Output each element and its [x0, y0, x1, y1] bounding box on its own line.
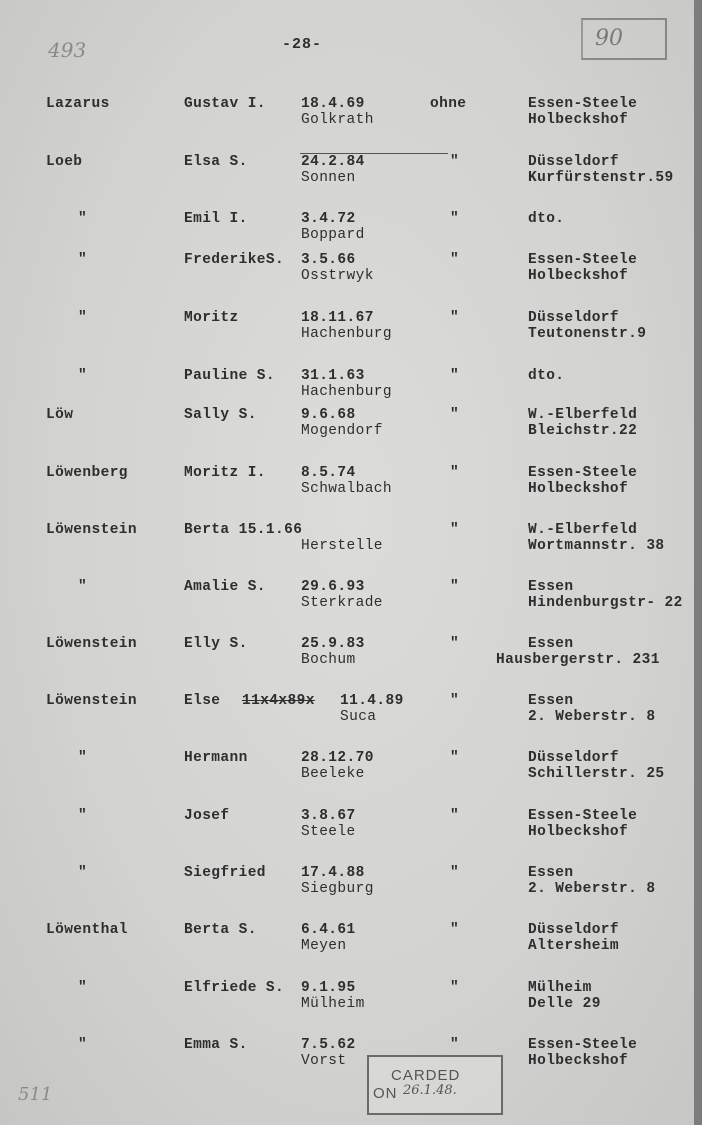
city-cell: W.-Elberfeld — [528, 522, 638, 538]
record-row — [0, 252, 702, 302]
mark-cell: " — [450, 154, 460, 170]
mark-cell: " — [450, 310, 460, 326]
city-cell: Essen — [528, 865, 574, 881]
mark-cell: " — [450, 750, 460, 766]
address-cell: 2. Weberstr. 8 — [528, 881, 656, 897]
record-row — [0, 865, 702, 915]
surname-cell: " — [78, 579, 88, 595]
given-name-cell: Elsa S. — [184, 154, 248, 170]
birthplace-cell: Beeleke — [301, 766, 365, 782]
mark-cell: ohne — [430, 96, 467, 112]
city-cell: Düsseldorf — [528, 310, 620, 326]
given-name-cell: Siegfried — [184, 865, 266, 881]
stamp-on: ON — [373, 1085, 398, 1102]
given-name-cell: Moritz — [184, 310, 239, 326]
record-row — [0, 522, 702, 572]
surname-cell: " — [78, 310, 88, 326]
address-cell: 2. Weberstr. 8 — [528, 709, 656, 725]
birthplace-cell: Bochum — [301, 652, 356, 668]
address-cell: Delle 29 — [528, 996, 601, 1012]
surname-cell: Lazarus — [46, 96, 110, 112]
mark-cell: " — [450, 522, 460, 538]
birthplace-cell: Meyen — [301, 938, 347, 954]
address-cell: Hausbergerstr. 231 — [496, 652, 660, 668]
birth-date-cell: 3.5.66 — [301, 252, 356, 268]
city-cell: Düsseldorf — [528, 922, 620, 938]
given-name-cell: Elfriede S. — [184, 980, 285, 996]
address-cell: Holbeckshof — [528, 481, 629, 497]
given-name-cell: Else — [184, 693, 221, 709]
mark-cell: " — [450, 865, 460, 881]
mark-cell: " — [450, 1037, 460, 1053]
page-number: -28- — [282, 36, 323, 53]
birthplace-cell: Sonnen — [301, 170, 356, 186]
birthplace-cell: Sterkrade — [301, 595, 383, 611]
birth-date-cell: 24.2.84 — [301, 154, 365, 170]
address-cell: Holbeckshof — [528, 268, 629, 284]
city-cell: dto. — [528, 368, 565, 384]
birth-date-cell: 7.5.62 — [301, 1037, 356, 1053]
struck-date: 11x4x89x — [242, 693, 315, 709]
birthplace-cell: Vorst — [301, 1053, 347, 1069]
record-row — [0, 310, 702, 360]
page-index-number: 90 — [595, 26, 623, 51]
surname-cell: Löwenthal — [46, 922, 128, 938]
birth-date-cell: 17.4.88 — [301, 865, 365, 881]
stamp-label: CARDED — [391, 1067, 461, 1084]
birth-date-cell: 8.5.74 — [301, 465, 356, 481]
city-cell: dto. — [528, 211, 565, 227]
birthplace-cell: Siegburg — [301, 881, 374, 897]
surname-cell: " — [78, 980, 88, 996]
handwritten-number: 493 — [48, 38, 87, 62]
surname-cell: " — [78, 368, 88, 384]
city-cell: Essen — [528, 693, 574, 709]
address-cell: Bleichstr.22 — [528, 423, 638, 439]
mark-cell: " — [450, 465, 460, 481]
city-cell: Düsseldorf — [528, 750, 620, 766]
birth-date-cell: 9.1.95 — [301, 980, 356, 996]
address-cell: Kurfürstenstr.59 — [528, 170, 674, 186]
address-cell: Schillerstr. 25 — [528, 766, 665, 782]
birth-date-cell: 6.4.61 — [301, 922, 356, 938]
record-row — [0, 750, 702, 800]
birthplace-cell: Hachenburg — [301, 384, 393, 400]
birth-date-cell: 18.4.69 — [301, 96, 365, 112]
birthplace-cell: Boppard — [301, 227, 365, 243]
given-name-cell: Gustav I. — [184, 96, 266, 112]
surname-cell: Loeb — [46, 154, 83, 170]
mark-cell: " — [450, 368, 460, 384]
birthplace-cell: Steele — [301, 824, 356, 840]
surname-cell: " — [78, 211, 88, 227]
footer-handwriting: 511 — [18, 1084, 53, 1105]
carded-stamp — [367, 1055, 503, 1115]
birthplace-cell: Mogendorf — [301, 423, 383, 439]
city-cell: Düsseldorf — [528, 154, 620, 170]
city-cell: Mülheim — [528, 980, 592, 996]
birth-date-cell: 9.6.68 — [301, 407, 356, 423]
surname-cell: " — [78, 1037, 88, 1053]
city-cell: W.-Elberfeld — [528, 407, 638, 423]
given-name-cell: Pauline S. — [184, 368, 276, 384]
record-row — [0, 808, 702, 858]
surname-cell: " — [78, 252, 88, 268]
mark-cell: " — [450, 636, 460, 652]
record-row — [0, 636, 702, 686]
record-row — [0, 693, 702, 743]
address-cell: Holbeckshof — [528, 824, 629, 840]
surname-cell: Löwenstein — [46, 636, 138, 652]
record-row — [0, 465, 702, 515]
record-row — [0, 922, 702, 972]
surname-cell: Löwenberg — [46, 465, 128, 481]
birth-date-cell: 28.12.70 — [301, 750, 374, 766]
birth-date-cell: 31.1.63 — [301, 368, 365, 384]
given-name-cell: Berta 15.1.66 — [184, 522, 303, 538]
mark-cell: " — [450, 407, 460, 423]
birth-date-cell: 29.6.93 — [301, 579, 365, 595]
given-name-cell: Elly S. — [184, 636, 248, 652]
birth-date-cell: 11.4.89 — [340, 693, 404, 709]
city-cell: Essen — [528, 579, 574, 595]
address-cell: Altersheim — [528, 938, 620, 954]
city-cell: Essen-Steele — [528, 96, 638, 112]
birth-date-cell: 18.11.67 — [301, 310, 374, 326]
given-name-cell: FrederikeS. — [184, 252, 285, 268]
birthplace-cell: Schwalbach — [301, 481, 393, 497]
surname-cell: " — [78, 750, 88, 766]
given-name-cell: Sally S. — [184, 407, 257, 423]
surname-cell: " — [78, 808, 88, 824]
birth-date-cell: 25.9.83 — [301, 636, 365, 652]
given-name-cell: Emil I. — [184, 211, 248, 227]
birthplace-cell: Suca — [340, 709, 377, 725]
address-cell: Teutonenstr.9 — [528, 326, 647, 342]
mark-cell: " — [450, 252, 460, 268]
record-row — [0, 980, 702, 1030]
given-name-cell: Amalie S. — [184, 579, 266, 595]
mark-cell: " — [450, 693, 460, 709]
birthplace-cell: Osstrwyk — [301, 268, 374, 284]
birth-date-cell: 3.4.72 — [301, 211, 356, 227]
birthplace-cell: Herstelle — [301, 538, 383, 554]
city-cell: Essen-Steele — [528, 465, 638, 481]
given-name-cell: Josef — [184, 808, 230, 824]
mark-cell: " — [450, 579, 460, 595]
address-cell: Holbeckshof — [528, 1053, 629, 1069]
birth-date-cell: 3.8.67 — [301, 808, 356, 824]
page-index-box — [581, 18, 667, 60]
mark-cell: " — [450, 980, 460, 996]
birthplace-cell: Golkrath — [301, 112, 374, 128]
record-row — [0, 1037, 702, 1087]
city-cell: Essen-Steele — [528, 252, 638, 268]
address-cell: Wortmannstr. 38 — [528, 538, 665, 554]
strike-line — [300, 153, 448, 154]
mark-cell: " — [450, 808, 460, 824]
surname-cell: Löwenstein — [46, 693, 138, 709]
surname-cell: Löwenstein — [46, 522, 138, 538]
record-row — [0, 407, 702, 457]
record-row — [0, 579, 702, 629]
city-cell: Essen-Steele — [528, 808, 638, 824]
given-name-cell: Emma S. — [184, 1037, 248, 1053]
address-cell: Holbeckshof — [528, 112, 629, 128]
birthplace-cell: Hachenburg — [301, 326, 393, 342]
surname-cell: Löw — [46, 407, 74, 423]
given-name-cell: Moritz I. — [184, 465, 266, 481]
surname-cell: " — [78, 865, 88, 881]
city-cell: Essen-Steele — [528, 1037, 638, 1053]
address-cell: Hindenburgstr- 22 — [528, 595, 683, 611]
record-row — [0, 154, 702, 204]
mark-cell: " — [450, 922, 460, 938]
given-name-cell: Hermann — [184, 750, 248, 766]
stamp-date: 26.1.48. — [403, 1083, 457, 1098]
mark-cell: " — [450, 211, 460, 227]
city-cell: Essen — [528, 636, 574, 652]
given-name-cell: Berta S. — [184, 922, 257, 938]
birthplace-cell: Mülheim — [301, 996, 365, 1012]
record-row — [0, 96, 702, 146]
